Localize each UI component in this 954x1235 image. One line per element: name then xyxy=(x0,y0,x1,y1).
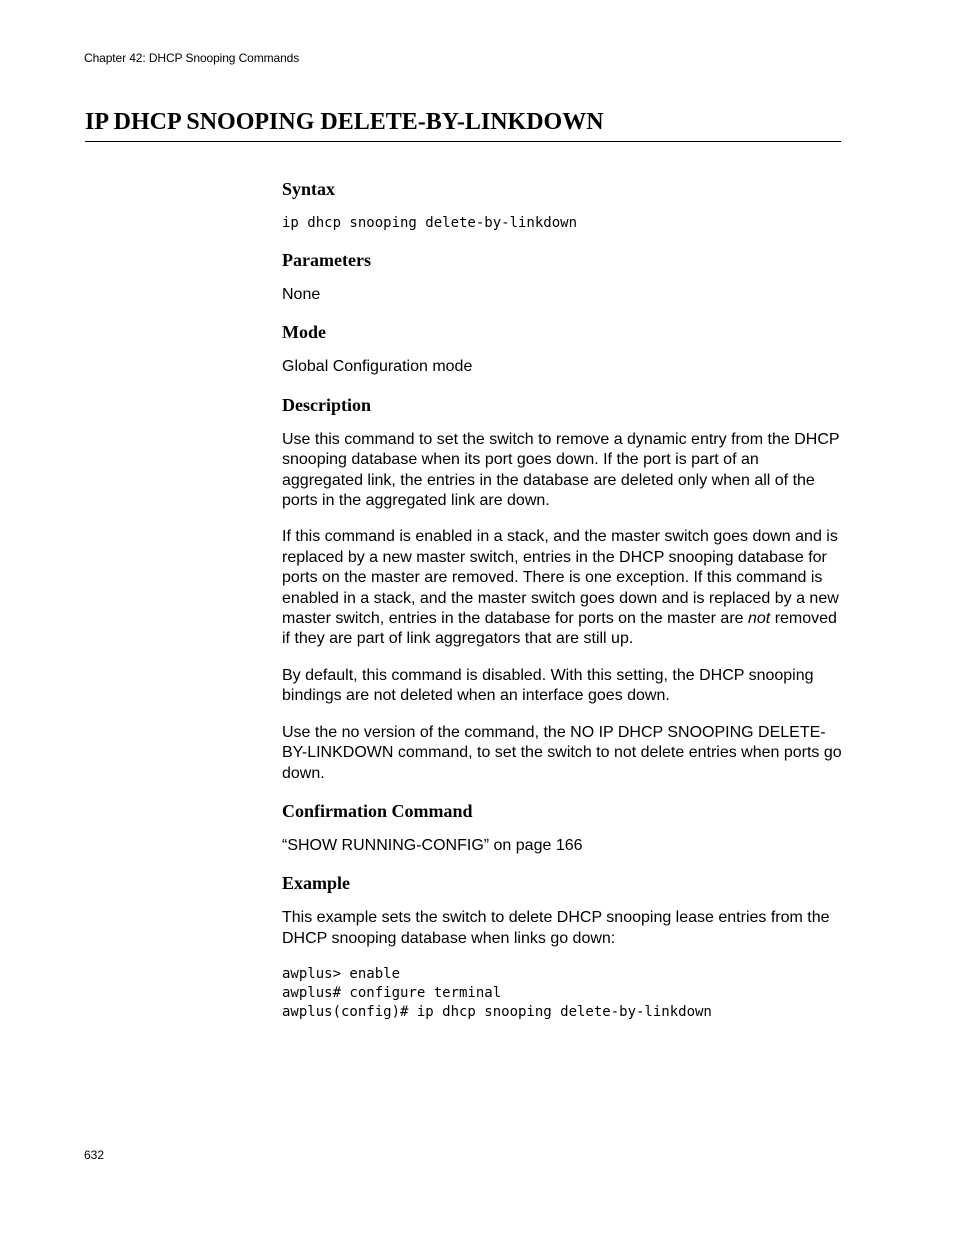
description-heading: Description xyxy=(282,394,371,415)
parameters-heading: Parameters xyxy=(282,250,371,270)
description-paragraph-3: By default, this command is disabled. With this setting, the DHCP snooping bindings are not deleted when an interface goes down. xyxy=(282,666,814,705)
example-code-line: awplus> enable xyxy=(282,966,401,983)
example-code-block xyxy=(282,965,842,1022)
mode-section xyxy=(282,321,842,377)
description-paragraph-2-end: removed if they are part of link aggregators that are still up. xyxy=(282,610,837,648)
example-code-line: awplus# configure terminal xyxy=(282,985,502,1002)
parameters-section xyxy=(282,249,842,305)
description-paragraph-1: Use this command to set the switch to remove a dynamic entry from the DHCP snooping database when its port goes down. If the port is part of an aggregated link, the entries in the database are deleted only when all of the ports in the aggregated link are down. xyxy=(282,430,840,510)
running-header: Chapter 42: DHCP Snooping Commands xyxy=(84,51,300,65)
example-section xyxy=(282,872,842,1022)
description-paragraph-4: Use the no version of the command, the NO IP DHCP SNOOPING DELETE-BY-LINKDOWN command, to set the switch to not delete entries when ports go down. xyxy=(282,723,842,782)
parameters-text: None xyxy=(282,286,321,303)
confirmation-link[interactable]: “SHOW RUNNING-CONFIG” on page 166 xyxy=(282,836,583,854)
mode-heading: Mode xyxy=(282,322,326,343)
page-number: 632 xyxy=(84,1148,105,1162)
mode-text: Global Configuration mode xyxy=(282,358,473,376)
example-code-line: awplus(config)# ip dhcp snooping delete-by-linkdown xyxy=(282,1004,712,1021)
description-section xyxy=(282,394,842,784)
syntax-code: ip dhcp snooping delete-by-linkdown xyxy=(282,215,578,231)
description-paragraph-2 xyxy=(282,527,842,649)
confirmation-section xyxy=(282,800,842,856)
example-text: This example sets the switch to delete DHCP snooping lease entries from the DHCP snooping database when links go down: xyxy=(282,909,830,947)
confirmation-heading: Confirmation Command xyxy=(282,800,473,821)
command-content xyxy=(282,178,842,1038)
emphasis-not: not xyxy=(748,610,771,628)
syntax-heading: Syntax xyxy=(282,179,336,199)
description-paragraph-2-start: If this command is enabled in a stack, and the master switch goes down and is replaced by a new master switch, entries in the DHCP snooping database for ports on the master are removed. There is one exception. If this command is enabled in a stack, and the master switch goes down and is replaced by a new master switch, entries in the database for ports on the master are xyxy=(282,528,839,628)
page-title: IP DHCP SNOOPING DELETE-BY-LINKDOWN xyxy=(85,108,841,142)
example-heading: Example xyxy=(282,873,351,894)
syntax-section xyxy=(282,178,842,233)
